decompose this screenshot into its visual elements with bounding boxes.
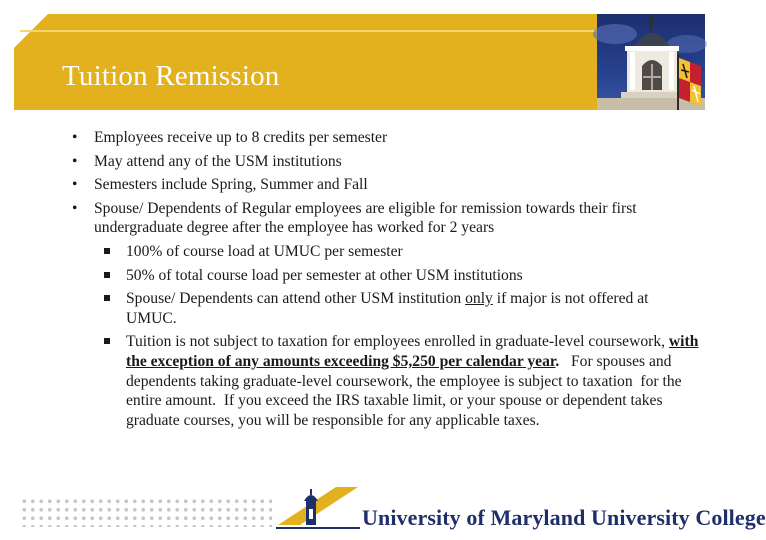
bullet-text: Employees receive up to 8 credits per semester <box>94 129 388 146</box>
bullet-marker: • <box>72 129 78 146</box>
dot-pattern <box>20 497 272 527</box>
slide-header <box>0 0 720 110</box>
sub-bullet-text: 50% of total course load per semester at other USM institutions <box>126 266 523 284</box>
title-band-line <box>20 30 604 32</box>
bullet-text: Semesters include Spring, Summer and Fall <box>94 176 368 194</box>
bullet-text: Spouse/ Dependents of Regular employees are eligible for remission towards their first undergraduate degree after the employee has worked for 2 years <box>94 199 637 237</box>
sub-bullet-text-end: For spouses and dependents taking graduate-level coursework, the employee is subject to taxation for the entire amount. If you exceed the IRS taxable limit, or your spouse or dependent takes graduate courses, you will be responsible for any applicable taxes. <box>126 352 686 429</box>
bullet-item <box>72 175 700 195</box>
sub-bullet-text-end: if major is not offered at UMUC. <box>126 290 649 327</box>
tax-exception-emphasis: with the exception of any amounts exceeding $5,250 per calendar year <box>126 333 699 370</box>
square-bullet-marker <box>104 272 110 278</box>
bullet-item <box>72 152 700 172</box>
bullet-marker: • <box>72 199 78 217</box>
underlined-only: only <box>465 290 493 308</box>
umuc-logo-icon <box>276 485 360 531</box>
square-bullet-marker <box>104 338 110 344</box>
sub-bullet-item <box>72 242 700 262</box>
slide-title: Tuition Remission <box>62 60 280 92</box>
clock-tower-icon <box>597 14 705 110</box>
sub-bullet-item <box>72 289 700 328</box>
clock-tower-photo <box>597 14 705 110</box>
sub-bullet-item <box>72 266 700 286</box>
bullet-marker: • <box>72 152 78 170</box>
bullet-marker: • <box>72 176 78 194</box>
square-bullet-marker <box>104 248 110 254</box>
square-bullet-marker <box>104 295 110 301</box>
sub-bullet-item <box>72 332 700 430</box>
bullet-item <box>72 128 700 148</box>
bullet-text: May attend any of the USM institutions <box>94 152 342 170</box>
institution-name: University of Maryland University College <box>362 505 766 530</box>
umuc-logo <box>276 485 360 531</box>
sub-bullet-text-start: Spouse/ Dependents can attend other USM institution <box>126 290 466 308</box>
sub-bullet-text-start: Tuition is not subject to taxation for employees enrolled in graduate-level coursework, <box>126 333 669 351</box>
slide-body <box>72 128 700 434</box>
sub-bullet-text: 100% of course load at UMUC per semester <box>126 242 403 260</box>
bullet-item <box>72 199 700 238</box>
emphasis-period: . <box>555 352 560 370</box>
